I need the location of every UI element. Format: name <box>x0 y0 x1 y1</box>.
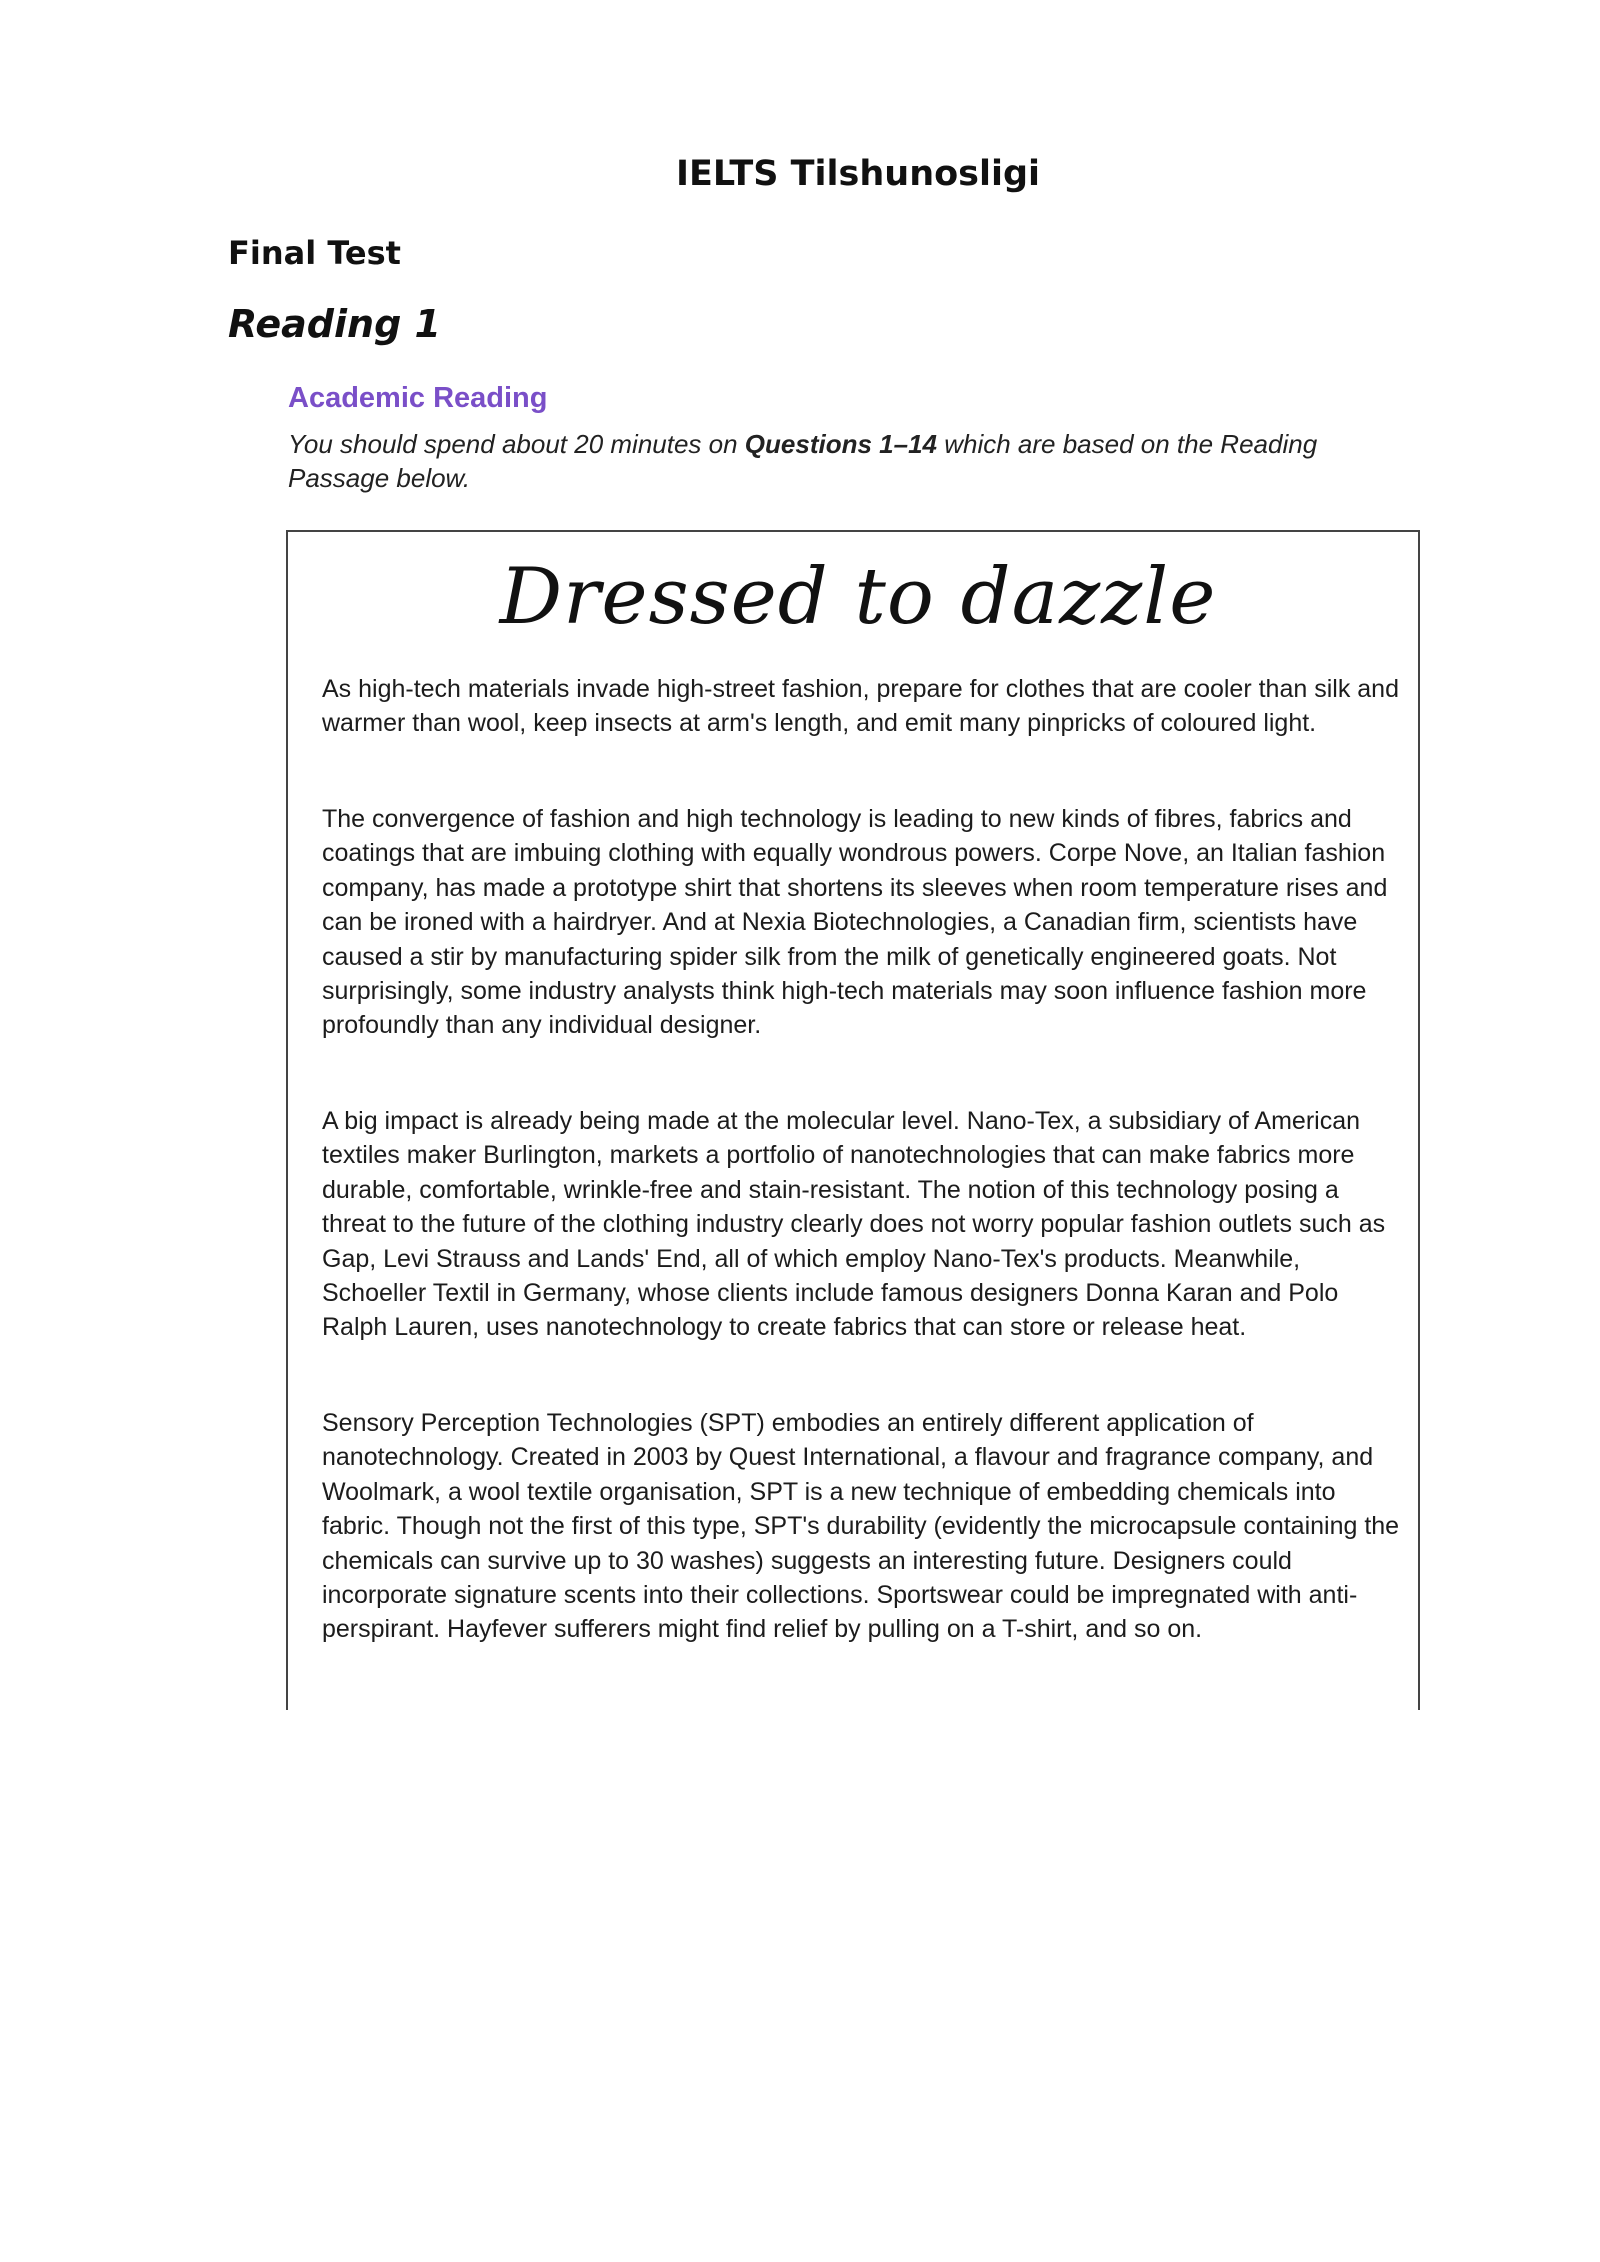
passage-paragraph: The convergence of fashion and high technology is leading to new kinds of fibres, fabrics and coatings that are imbuing clothing with equally wondrous powers. Corpe Nove, an Italian fashion company, has made a prototype shirt that shortens its sleeves when room temperature rises and can be ironed with a hairdryer. And at Nexia Biotechnologies, a Canadian firm, scientists have caused a stir by manufacturing spider silk from the milk of genetically engineered goats. Not surprisingly, some industry analysts think high-tech materials may soon influence fashion more profoundly than any individual designer. <box>322 805 1388 1040</box>
academic-reading-label: Academic Reading <box>288 382 548 414</box>
reading-heading: Reading 1 <box>228 302 441 346</box>
passage-paragraph: Sensory Perception Technologies (SPT) embodies an entirely different application of nanotechnology. Created in 2003 by Quest International, a flavour and fragrance company, and Woolmark, a wool textile organisation, SPT is a new technique of embedding chemicals into fabric. Though not the first of this type, SPT's durability (evidently the microcapsule containing the chemicals can survive up to 30 washes) suggests an interesting future. Designers could incorporate signature scents into their collections. Sportswear could be impregnated with anti-perspirant. Hayfever sufferers might find relief by pulling on a T-shirt, and so on. <box>322 1409 1400 1644</box>
passage-paragraph-intro: As high-tech materials invade high-street fashion, prepare for clothes that are cooler than silk and warmer than wool, keep insects at arm's length, and emit many pinpricks of coloured light. <box>322 675 1399 738</box>
instructions-text-end: which are based on the Reading Passage below. <box>288 429 1318 493</box>
passage-title: Dressed to dazzle <box>499 552 1217 642</box>
instructions <box>288 427 1418 495</box>
instructions-questions: Questions 1–14 <box>744 429 937 459</box>
instructions-text-start: You should spend about 20 minutes on <box>288 429 745 459</box>
passage-paragraph: A big impact is already being made at the molecular level. Nano-Tex, a subsidiary of American textiles maker Burlington, markets a portfolio of nanotechnologies that can make fabrics more durable, comfortable, wrinkle-free and stain-resistant. The notion of this technology posing a threat to the future of the clothing industry clearly does not worry popular fashion outlets such as Gap, Levi Strauss and Lands' End, all of which employ Nano-Tex's products. Meanwhile, Schoeller Textil in Germany, whose clients include famous designers Donna Karan and Polo Ralph Lauren, uses nanotechnology to create fabrics that can store or release heat. <box>322 1107 1386 1342</box>
test-subtitle: Final Test <box>228 234 401 272</box>
document-title: IELTS Tilshunosligi <box>675 154 1041 194</box>
